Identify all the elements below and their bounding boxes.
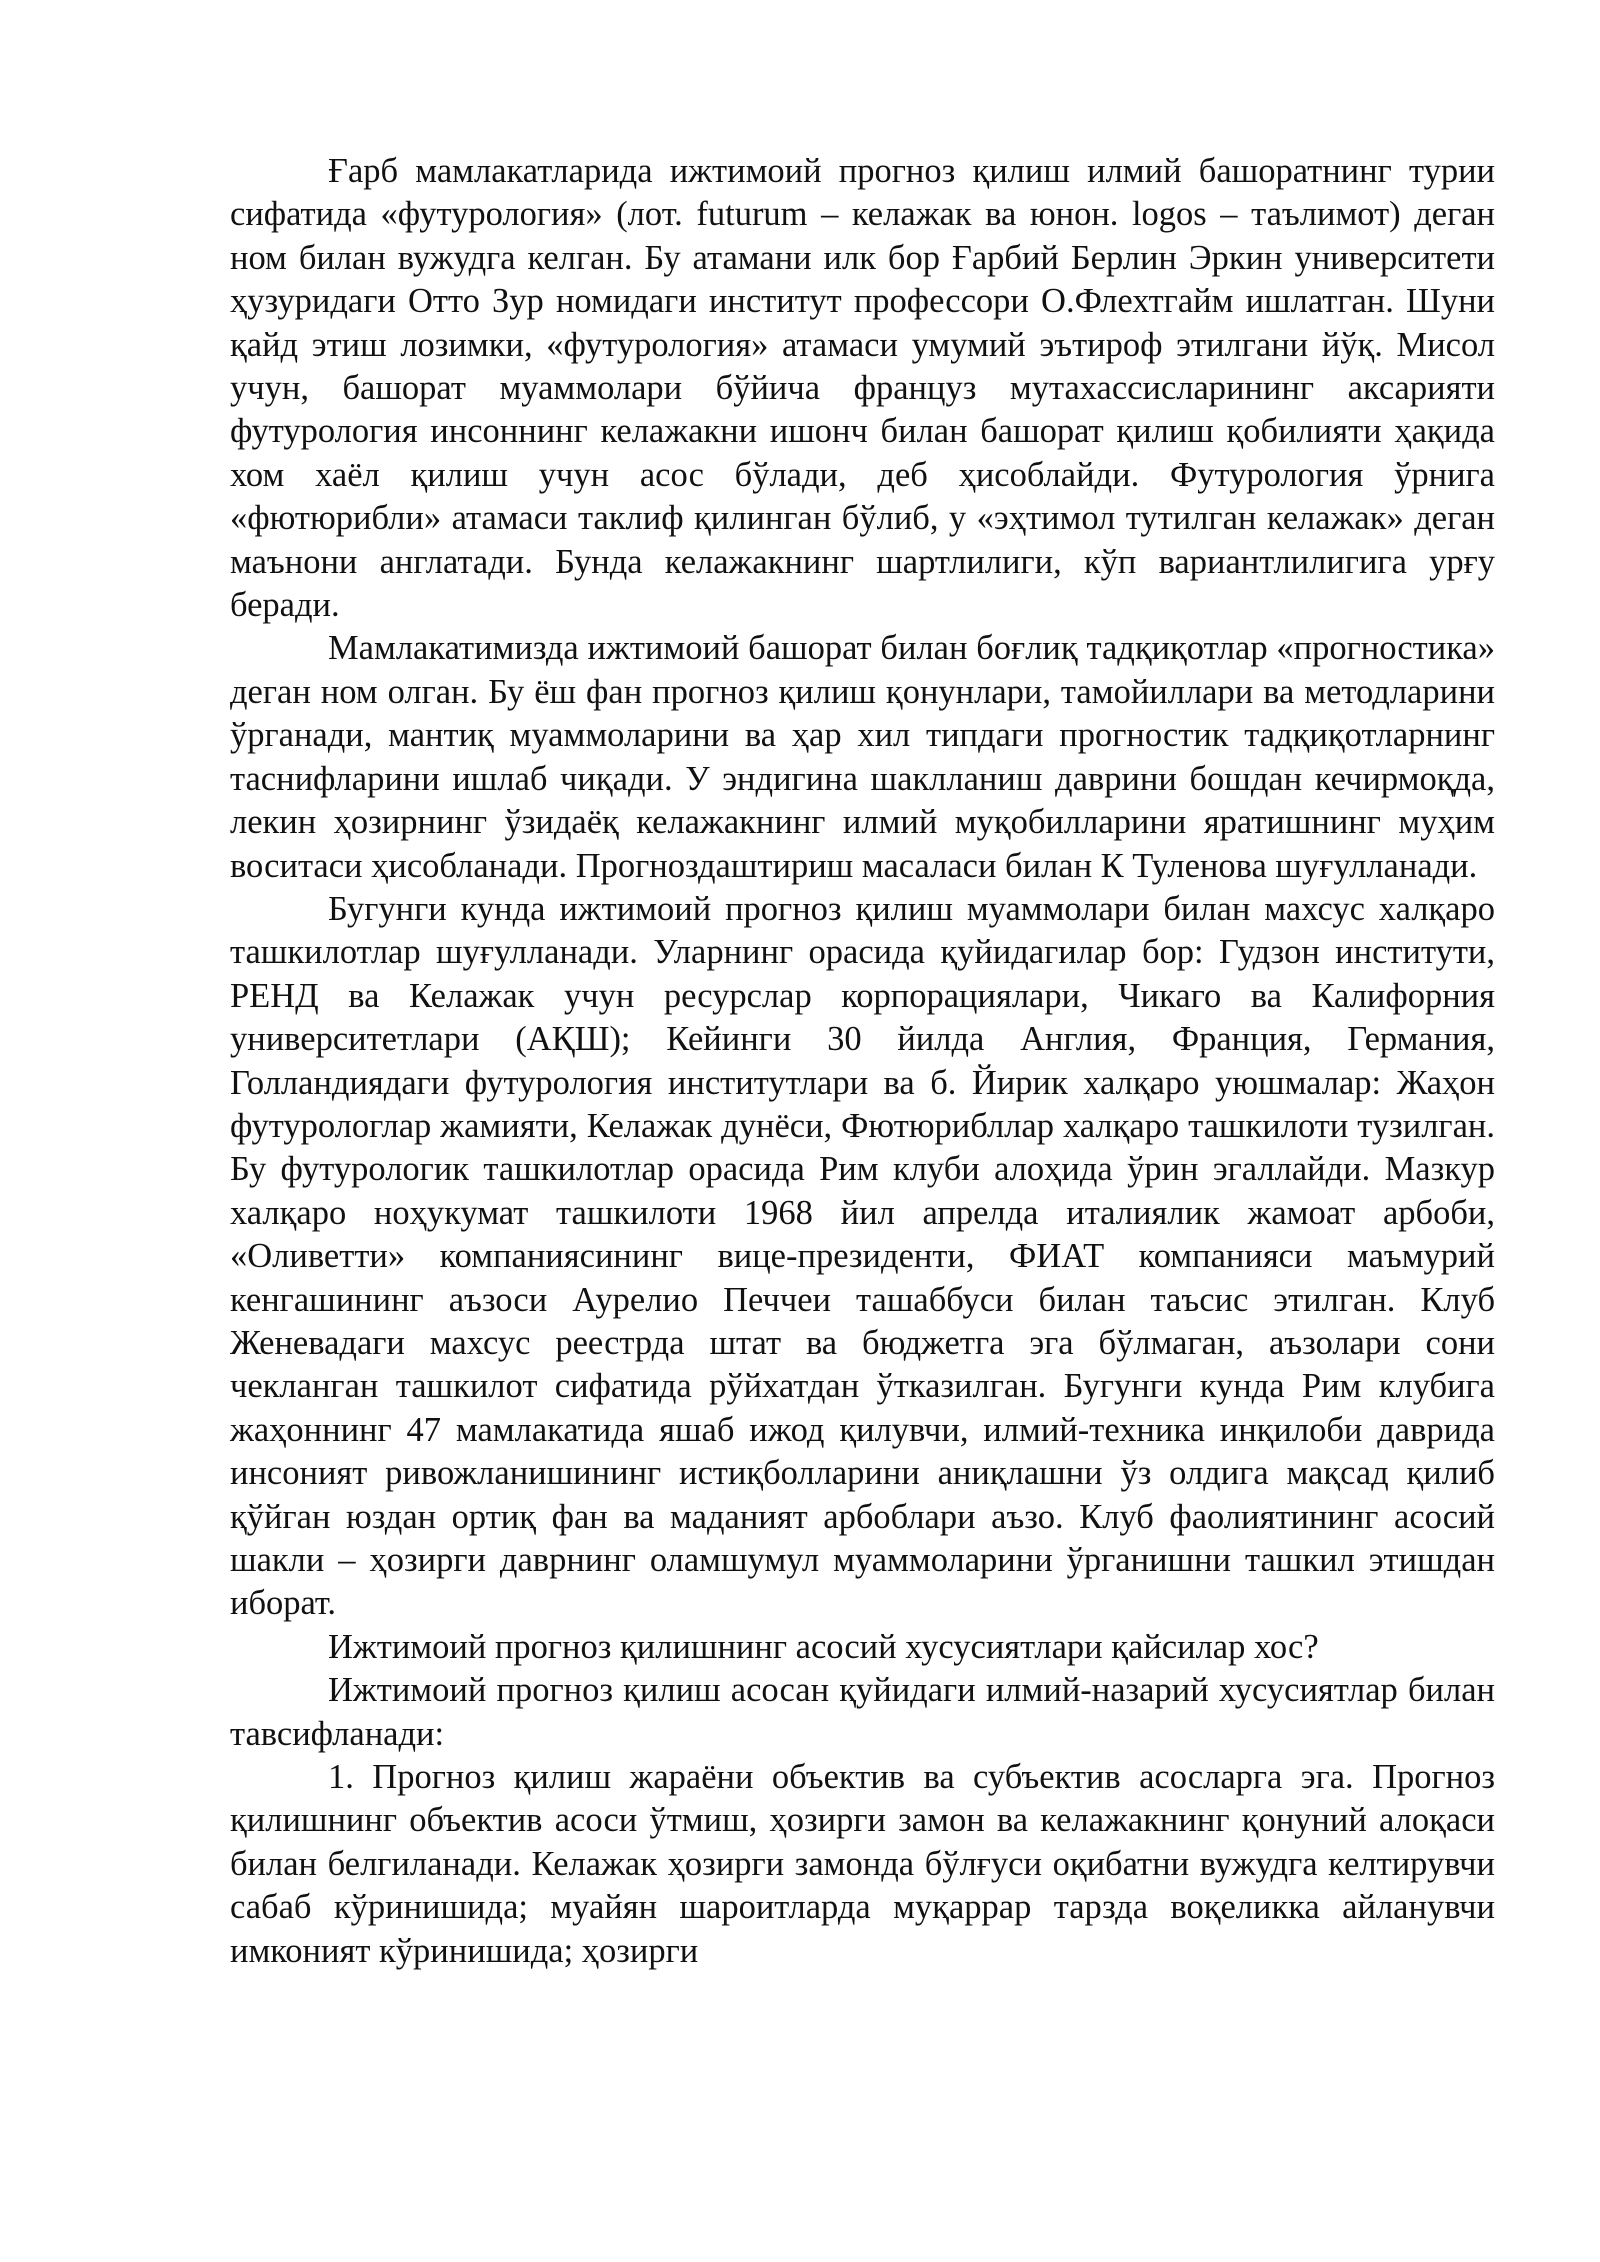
paragraph-feature-1: 1. Прогноз қилиш жараёни объектив ва субъектив асосларга эга. Прогноз қилишнинг объектив асоси ўтмиш, ҳозирги замон ва келажакнинг қонуний алоқаси билан белгиланади. Келажак ҳозирги замонда бўлғуси оқибатни вужудга келтирувчи сабаб кўринишида; муайян шароитларда муқаррар тарзда воқеликка айланувчи имконият кўринишида; ҳозирги	[230, 1758, 1495, 1970]
paragraph-question: Ижтимоий прогноз қилишнинг асосий хусусиятлари қайсилар хос?	[328, 1627, 1319, 1666]
paragraph-prognostics: Мамлакатимизда ижтимоий башорат билан боғлиқ тадқиқотлар «прогностика» деган ном олган. Бу ёш фан прогноз қилиш қонунлари, тамойиллари ва методларини ўрганади, мантиқ муаммоларини ва ҳар хил типдаги прогностик тадқиқотларнинг таснифларини ишлаб чиқади. У эндигина шаклланиш даврини бошдан кечирмоқда, лекин ҳозирнинг ўзидаёқ келажакнинг илмий муқобилларини яратишнинг муҳим воситаси ҳисобланади. Прогноздаштириш масаласи билан К Туленова шуғулланади.	[230, 629, 1495, 885]
paragraph-international-organizations: Бугунги кунда ижтимоий прогноз қилиш муаммолари билан махсус халқаро ташкилотлар шуғулланади. Уларнинг орасида қуйидагилар бор: Гудзон институти, РЕНД ва Келажак учун ресурслар корпорациялари, Чикаго ва Калифорния университетлари (АҚШ); Кейинги 30 йилда Англия, Франция, Германия, Голландиядаги футурология институтлари ва б. Йирик халқаро уюшмалар: Жаҳон футурологлар жамияти, Келажак дунёси, Фютюрибллар халқаро ташкилоти тузилган. Бу футурологик ташкилотлар орасида Рим клуби алоҳида ўрин эгаллайди. Мазкур халқаро ноҳукумат ташкилоти 1968 йил апрелда италиялик жамоат арбоби, «Оливетти» компаниясининг вице-президенти, ФИАТ компанияси маъмурий кенгашининг аъзоси Аурелио Печчеи ташаббуси билан таъсис этилган. Клуб Женевадаги махсус реестрда штат ва бюджетга эга бўлмаган, аъзолари сони чекланган ташкилот сифатида рўйхатдан ўтказилган. Бугунги кунда Рим клубига жаҳоннинг 47 мамлакатида яшаб ижод қилувчи, илмий-техника инқилоби даврида инсоният ривожланишининг истиқболларини аниқлашни ўз олдига мақсад қилиб қўйган юздан ортиқ фан ва маданият арбоблари аъзо. Клуб фаолиятининг асосий шакли – ҳозирги даврнинг оламшумул муаммоларини ўрганишни ташкил этишдан иборат.	[230, 889, 1495, 1623]
document-page	[230, 150, 1495, 1973]
paragraph-futurology-origin: Ғарб мамлакатларида ижтимоий прогноз қилиш илмий башоратнинг турии сифатида «футурология» (лот. futurum – келажак ва юнон. logos – таълимот) деган ном билан вужудга келган. Бу атамани илк бор Ғарбий Берлин Эркин университети ҳузуридаги Отто Зур номидаги институт профессори О.Флехтгайм ишлатган. Шуни қайд этиш лозимки, «футурология» атамаси умумий эътироф этилгани йўқ. Мисол учун, башорат муаммолари бўйича француз мутахассисларининг аксарияти футурология инсоннинг келажакни ишонч билан башорат қилиш қобилияти ҳақида хом хаёл қилиш учун асос бўлади, деб ҳисоблайди. Футурология ўрнига «фютюрибли» атамаси таклиф қилинган бўлиб, у «эҳтимол тутилган келажак» деган маънони англатади. Бунда келажакнинг шартлилиги, кўп вариантлилигига урғу беради.	[230, 152, 1495, 625]
paragraph-features-intro: Ижтимоий прогноз қилиш асосан қуйидаги илмий-назарий хусусиятлар билан тавсифланади:	[230, 1671, 1495, 1753]
